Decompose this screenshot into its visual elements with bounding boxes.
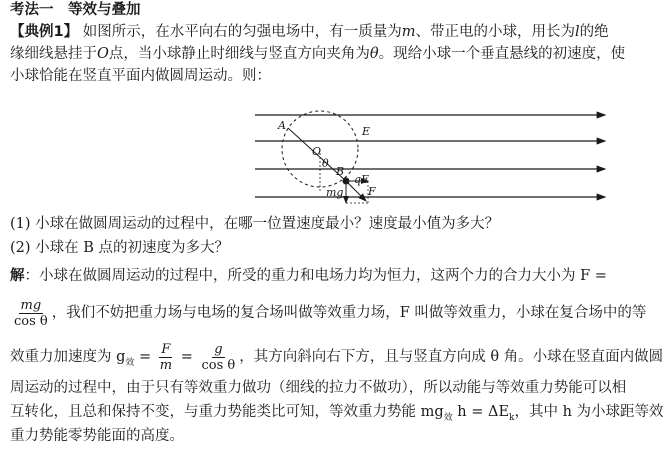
physics-diagram (250, 103, 610, 211)
solution-text-1: ：小球在做圆周运动的过程中，所受的重力和电场力均为恒力，这两个力的合力大小为 F = (24, 268, 607, 284)
solution-line-4: 周运动的过程中，由于只有等效重力做功（细线的拉力不做功），所以动能与等效重力势能可以相 (10, 380, 627, 396)
example-text-1a: 如图所示，在水平向右的匀强电场中，有一质量为 (82, 24, 402, 40)
solution-text-3d: ，其方向斜向右下方，且与竖直方向成 θ 角。小球在竖直面内做圆 (239, 349, 664, 365)
label-mg: mg (326, 186, 344, 199)
frac3-denominator: cos θ (201, 357, 236, 373)
example-line-1 (10, 22, 609, 42)
example-line-3: 小球恰能在竖直平面内做圆周运动。则： (10, 68, 271, 84)
section-title: 考法一 等效与叠加 (10, 2, 141, 18)
frac1-denominator: cos θ (14, 313, 48, 329)
var-l: l (574, 24, 580, 40)
example-text-2a: 缘细线悬挂于 (10, 46, 97, 62)
example-tag: 【典例1】 (10, 24, 79, 40)
example-text-2c: 。现给小球一个垂直悬线的初速度，使 (378, 46, 626, 62)
solution-line-3 (10, 340, 663, 380)
solution-line-5 (10, 402, 664, 428)
frac1-numerator: mg (20, 297, 42, 313)
label-O: O (312, 145, 322, 158)
example-text-2b: 点，当小球静止时细线与竖直方向夹角为 (108, 46, 370, 62)
frac3-numerator: g (214, 341, 223, 357)
question-1: (1) 小球在做圆周运动的过程中，在哪一位置速度最小？速度最小值为多大？ (10, 216, 500, 232)
question-2: (2) 小球在 B 点的初速度为多大？ (10, 240, 230, 256)
solution-text-3b: = (134, 349, 156, 365)
sub-eff-2: 效 (443, 412, 453, 423)
fraction-F-over-m (158, 342, 174, 373)
solution-text-3a: 效重力加速度为 g (10, 349, 126, 365)
label-theta: θ (322, 157, 329, 170)
label-E: E (362, 125, 371, 138)
example-text-1c: 的绝 (579, 24, 609, 40)
solution-text-5a: 互转化，且总和保持不变，与重力势能类比可知，等效重力势能 mg (10, 404, 444, 420)
solution-line-2 (10, 296, 646, 330)
frac2-denominator: m (159, 357, 173, 373)
solution-line-6: 重力势能零势能面的高度。 (10, 428, 184, 444)
var-O: O (97, 46, 109, 62)
solution-text-2: ，我们不妨把重力场与电场的复合场叫做等效重力场，F 叫做等效重力，小球在复合场中的等 (51, 305, 647, 321)
label-A: A (278, 119, 286, 132)
frac2-numerator: F (161, 341, 171, 357)
label-B: B (336, 165, 345, 178)
solution-label: 解 (10, 268, 25, 284)
var-m: m (401, 24, 416, 40)
solution-text-3c: = (176, 349, 198, 365)
sub-eff-1: 效 (125, 357, 135, 368)
example-line-2 (10, 44, 625, 64)
sub-k: k (509, 412, 515, 423)
example-text-1b: 、带正电的小球，用长为 (415, 24, 575, 40)
var-theta: θ (369, 46, 379, 62)
solution-text-5c: ，其中 h 为小球距等效 (514, 404, 664, 420)
solution-text-5b: h = ΔE (452, 404, 510, 420)
fraction-mg-over-cos (12, 298, 50, 329)
label-F: F (368, 185, 376, 198)
solution-line-1 (10, 266, 607, 286)
label-qE: qE (354, 173, 370, 186)
fraction-g-over-cos (199, 342, 237, 373)
